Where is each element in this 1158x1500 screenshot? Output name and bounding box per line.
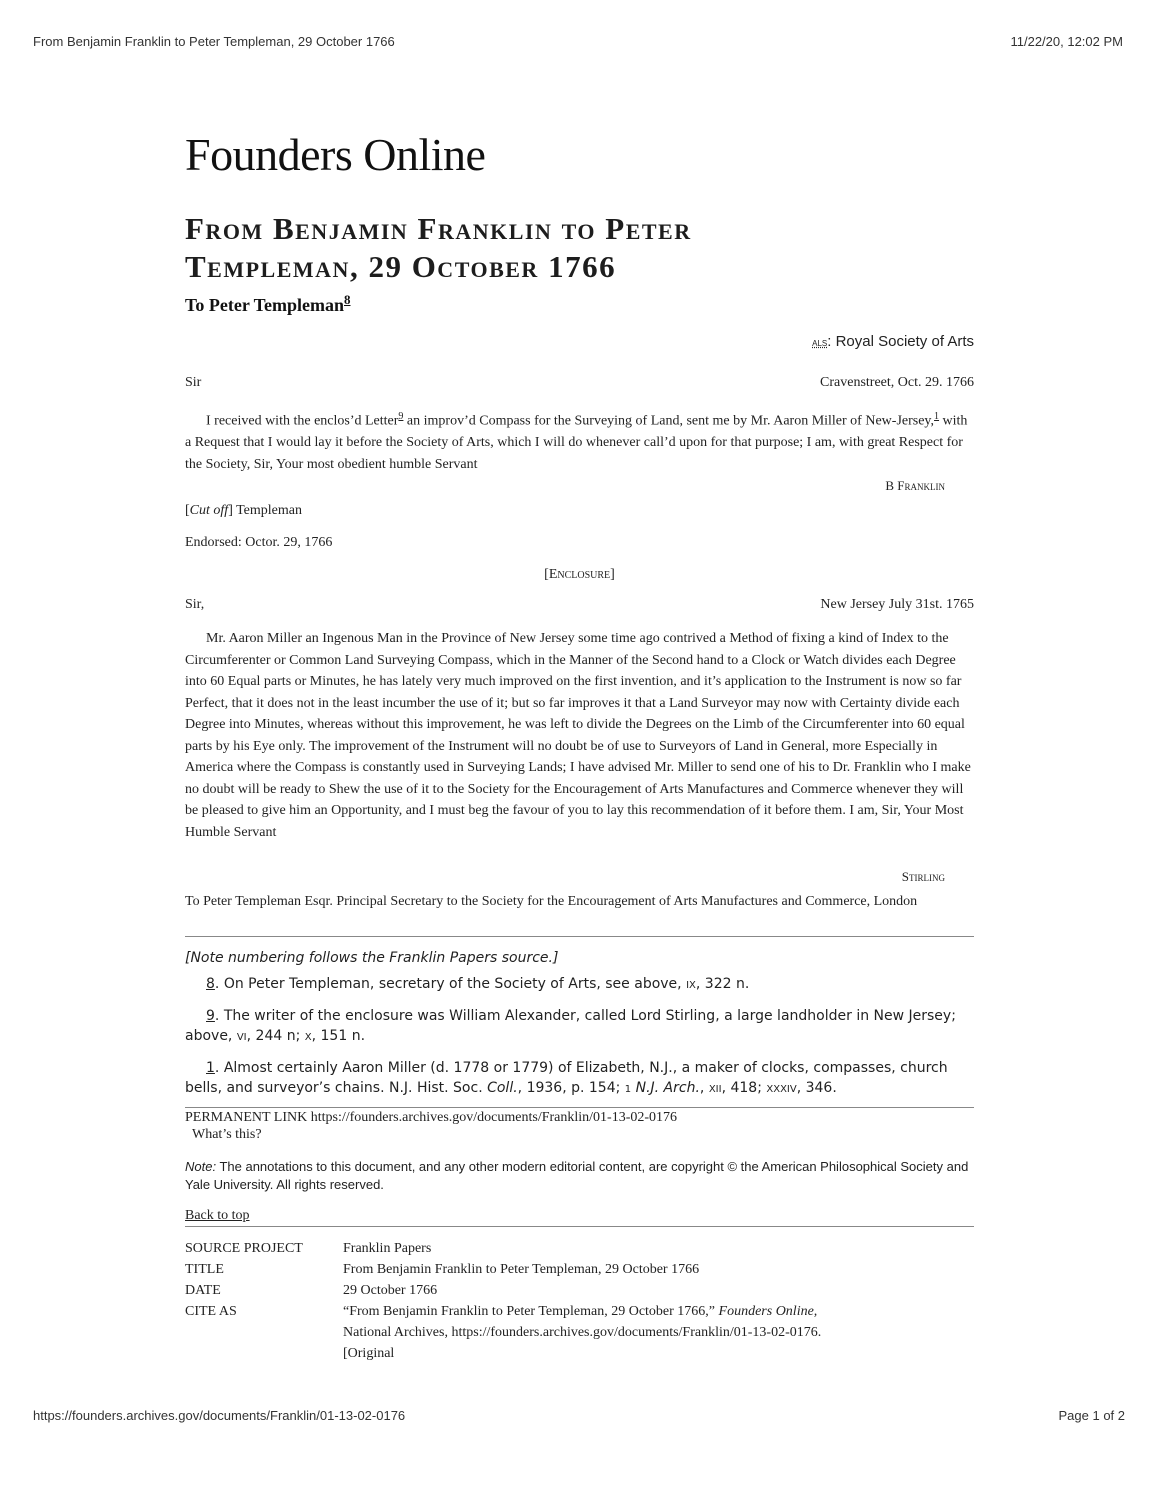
cutoff-italic: Cut off (189, 503, 229, 518)
letter-body (185, 406, 974, 475)
footnote-1-text-b: , 1936, p. 154; (517, 1080, 625, 1096)
metadata-value: From Benjamin Franklin to Peter Templeman, 29 October 1766 (343, 1262, 700, 1277)
footnote-9-text-a: . The writer of the enclosure was William Alexander, called Lord Stirling, a large landholder in New Jersey; above, (185, 1008, 956, 1044)
note-link-8[interactable]: 8 (344, 292, 351, 307)
metadata-value: Franklin Papers (343, 1241, 432, 1256)
note-link-9[interactable]: 9 (398, 411, 404, 422)
footnote-1-italic-2: N.J. Arch. (635, 1080, 700, 1096)
footnote-9-volume-2: x (304, 1028, 312, 1044)
letter-body-part2: an improv’d Compass for the Surveying of Land, sent me by Mr. Aaron Miller of New-Jersey, (403, 413, 935, 429)
footnote-9-number[interactable]: 9 (206, 1008, 215, 1024)
cite-as-italic: Founders Online, (718, 1304, 818, 1319)
footnote-9-text-b: , 244 n; (246, 1028, 305, 1044)
letter-salutation: Sir (185, 375, 202, 390)
endorsement: Endorsed: Octor. 29, 1766 (185, 535, 333, 550)
subtitle-text: To Peter Templeman (185, 295, 345, 315)
footnote-1-text-d: , (699, 1080, 709, 1096)
footnote-1 (185, 1058, 974, 1100)
footnote-8-text-b: , 322 n. (695, 976, 750, 992)
document-title-line1: From Benjamin Franklin to Peter (185, 211, 692, 246)
enclosure-signature: Stirling (901, 869, 945, 884)
document-title-line2: Templeman, 29 October 1766 (185, 249, 617, 284)
copyright-notice (185, 1158, 974, 1194)
enclosure-salutation: Sir, (185, 597, 205, 612)
footnote-1-volume-2: xxxiv (766, 1080, 797, 1096)
permalink-block (185, 1109, 677, 1143)
footnote-8-volume: ix (686, 976, 696, 992)
footnote-8 (185, 974, 974, 994)
whats-this-link[interactable]: What’s this? (192, 1127, 262, 1142)
enclosure-address: To Peter Templeman Esqr. Principal Secretary to the Society for the Encouragement of Arts Manufactures and Commerce, London (185, 894, 918, 909)
footnote-1-text-a: . Almost certainly Aaron Miller (d. 1778 or 1779) of Elizabeth, N.J., a maker of clocks, compasses, church bells, and surveyor’s chains. N.J. Hist. Soc. (185, 1060, 948, 1096)
print-footer-url: https://founders.archives.gov/documents/Franklin/01-13-02-0176 (33, 1408, 406, 1423)
letter-dateline: Cravenstreet, Oct. 29. 1766 (820, 375, 974, 390)
footnote-9 (185, 1006, 974, 1046)
print-header-timestamp: 11/22/20, 12:02 PM (1010, 34, 1123, 49)
footnote-1-series: 1 (624, 1084, 632, 1095)
cite-as-value (343, 1301, 853, 1364)
cite-as-part2: National Archives, https://founders.archives.gov/documents/Franklin/01-13-02-0176. [Original (343, 1325, 822, 1361)
source-abbr[interactable]: als (812, 335, 828, 349)
permalink-url[interactable]: https://founders.archives.gov/documents/Franklin/01-13-02-0176 (310, 1110, 678, 1125)
enclosure-dateline: New Jersey July 31st. 1765 (820, 597, 974, 612)
copyright-note-label: Note: (185, 1159, 217, 1174)
metadata-key: SOURCE PROJECT (185, 1241, 303, 1256)
print-footer-page-count: Page 1 of 2 (1058, 1408, 1125, 1423)
footnote-8-text-a: . On Peter Templeman, secretary of the Society of Arts, see above, (214, 976, 687, 992)
footnote-9-text-c: , 151 n. (311, 1028, 366, 1044)
enclosure-heading-text: Enclosure (548, 567, 611, 582)
footnote-1-italic-1: Coll. (487, 1080, 518, 1096)
copyright-text: The annotations to this document, and any other modern editorial content, are copyright © the American Philosophical Society and Yale University. All rights reserved. (185, 1159, 969, 1192)
document-title (185, 210, 692, 286)
source-line (812, 333, 974, 350)
letter-body-part1: I received with the enclos’d Letter (206, 413, 399, 429)
notes-divider (185, 936, 974, 937)
metadata-value: 29 October 1766 (343, 1283, 438, 1298)
footnote-1-text-f: , 346. (796, 1080, 837, 1096)
footnote-1-number[interactable]: 1 (206, 1060, 215, 1076)
metadata-key: DATE (185, 1283, 221, 1298)
site-title[interactable]: Founders Online (185, 129, 486, 180)
notes-intro: [Note numbering follows the Franklin Papers source.] (185, 950, 559, 966)
print-header-title: From Benjamin Franklin to Peter Templeman, 29 October 1766 (33, 34, 395, 49)
enclosure-heading: [Enclosure] (544, 567, 615, 582)
permalink-label: PERMANENT LINK (185, 1110, 308, 1125)
footnote-9-volume-1: vi (236, 1028, 247, 1044)
source-text: : Royal Society of Arts (827, 333, 974, 350)
letter-signature: B Franklin (885, 478, 945, 493)
back-to-top-link[interactable]: Back to top (185, 1208, 250, 1223)
metadata-key: TITLE (185, 1262, 224, 1277)
footnote-1-volume-1: xii (708, 1080, 722, 1096)
letter-body-part3: with a Request that I would lay it before the Society of Arts, which I will do whenever call’d upon for that purpose; I am, with great Respect for the Society, Sir, Your most obedient humble Servant (185, 413, 968, 472)
cutoff-line: [Cut off] Templeman (185, 503, 302, 518)
footnote-1-text-e: , 418; (721, 1080, 767, 1096)
cutoff-name: Templeman (236, 503, 302, 518)
enclosure-body: Mr. Aaron Miller an Ingenous Man in the Province of New Jersey some time ago contrived a Method of fixing a kind of Index to the Circumferenter or Common Land Surveying Compass, which in the Manner of the Second hand to a Clock or Watch divides each Degree into 60 Equal parts or Minutes, he has lately very much improved on the first invention, and it’s application to the Instrument is now so far Perfect, that it does not in the least incumber the use of it; but so far improves it that a Land Surveyor may now with Certainty divide each Degree into Minutes, whereas without this improvement, he was left to divide the Degrees on the Limb of the Circumferenter into 60 equal parts by his Eye only. The improvement of the Instrument will no doubt be of use to Surveyors of Land in General, more Especially in America where the Compass is constantly used in Surveying Lands; I have advised Mr. Miller to send one of his to Dr. Franklin who I make no doubt will be ready to Shew the use of it to the Society for the Encouragement of Arts Manufactures and Commerce whenever they will be pleased to give him an Opportunity, and I must beg the favour of you to lay this recommendation of it before them. I am, Sir, Your Most Humble Servant (185, 631, 971, 840)
permalink-divider (185, 1107, 974, 1108)
footnote-8-number[interactable]: 8 (206, 976, 215, 992)
metadata-divider (185, 1226, 974, 1227)
note-link-1[interactable]: 1 (934, 411, 940, 422)
letter-subtitle (185, 292, 351, 316)
cite-as-part1: “From Benjamin Franklin to Peter Templeman, 29 October 1766,” (343, 1304, 719, 1319)
metadata-key: CITE AS (185, 1304, 237, 1319)
